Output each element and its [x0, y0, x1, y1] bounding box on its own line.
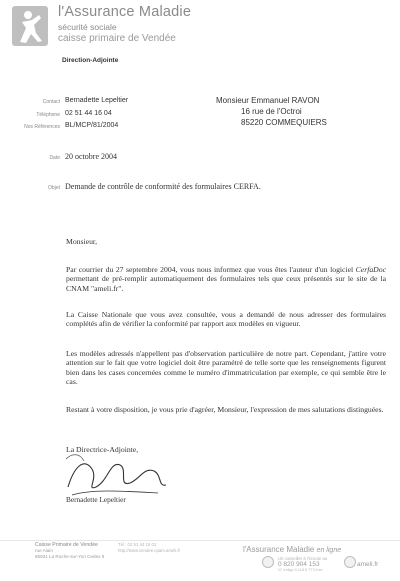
subject-value: Demande de contrôle de conformité des formulaires CERFA. [65, 182, 261, 191]
recipient-name: Monsieur Emmanuel RAVON [216, 96, 320, 105]
footer-phone-label: Un conseiller à l'écoute au [278, 556, 327, 561]
signature-name: Bernadette Lepeltier [66, 495, 126, 504]
signature-title: La Directrice-Adjointe, [66, 445, 139, 454]
footer-phone-note: N° Indigo 0,118 € TTC/min [278, 568, 323, 572]
paragraph-3: Les modèles adressés n'appellent pas d'observation particulière de notre part. Cependant, j'attire votre attention sur le fait que votre logiciel doit être paramétré de telle sorte que les renseignements figurent bien dans les cases concernées comme le numéro d'immatriculation par exemple, ce qui semble être le cas. [66, 349, 386, 387]
footer-street: rue Alain [35, 548, 53, 553]
phone-label: Téléphone [36, 112, 60, 118]
paragraph-4: Restant à votre disposition, je vous prie d'agréer, Monsieur, l'expression de mes salutations distinguées. [66, 405, 384, 414]
references-label: Nos Références [24, 124, 60, 130]
contact-value: Bernadette Lepeltier [65, 97, 129, 104]
paragraph-1-start: Par courrier du 27 septembre 2004, vous nous informez que vous êtes l'auteur d'un logiciel [66, 265, 356, 274]
software-name: CerfaDoc [355, 265, 386, 274]
paragraph-1-end: permettant de pré-remplir automatiquement des formulaires tels que ceux présentés sur le site de la CNAM "ameli.fr". [66, 274, 386, 293]
recipient-street: 16 rue de l'Octroi [241, 107, 302, 116]
subject-label: Objet [48, 185, 60, 191]
assurance-maladie-logo [12, 6, 48, 46]
footer-contact [118, 542, 180, 554]
paragraph-1 [66, 265, 386, 293]
department: Direction-Adjointe [62, 57, 119, 64]
footer-site-line: http://www.vendee.cpam.ameli.fr [118, 548, 181, 554]
footer-org: Caisse Primaire de Vendée [35, 542, 98, 548]
paragraph-2: La Caisse Nationale que vous avez consultée, vous a demandé de nous adresser des formulaires complétés afin de vérifier la conformité par rapport aux modèles en vigueur. [66, 310, 386, 329]
globe-icon [344, 556, 356, 568]
org-subtitle: sécurité sociale [58, 22, 117, 32]
footer-website: ameli.fr [357, 561, 379, 568]
footer-phone-number: 0 820 904 153 [278, 561, 320, 568]
footer-city: 85931 La Roche-sur-Yon Cedex 9 [35, 554, 105, 559]
date-label: Date [49, 155, 60, 161]
footer-address [35, 542, 104, 560]
recipient-city: 85220 COMMEQUIERS [241, 118, 327, 127]
contact-label: Contact [42, 99, 60, 105]
logo-figure-icon [12, 6, 48, 46]
org-name: l'Assurance Maladie [58, 4, 192, 20]
org-branch: caisse primaire de Vendée [58, 33, 176, 44]
phone-icon [262, 556, 274, 568]
phone-value: 02 51 44 16 04 [65, 110, 112, 117]
footer-brand-name: l'Assurance Maladie [243, 545, 315, 554]
footer-phone-line: Tél : 02 51 44 16 01 [118, 542, 157, 547]
references-value: BL/MCP/81/2004 [65, 122, 119, 129]
date-value: 20 octobre 2004 [65, 152, 117, 161]
recipient-address [216, 95, 327, 128]
footer-brand [243, 545, 341, 554]
footer-divider [0, 540, 400, 541]
salutation: Monsieur, [66, 237, 98, 246]
footer-brand-online: en ligne [316, 547, 342, 554]
